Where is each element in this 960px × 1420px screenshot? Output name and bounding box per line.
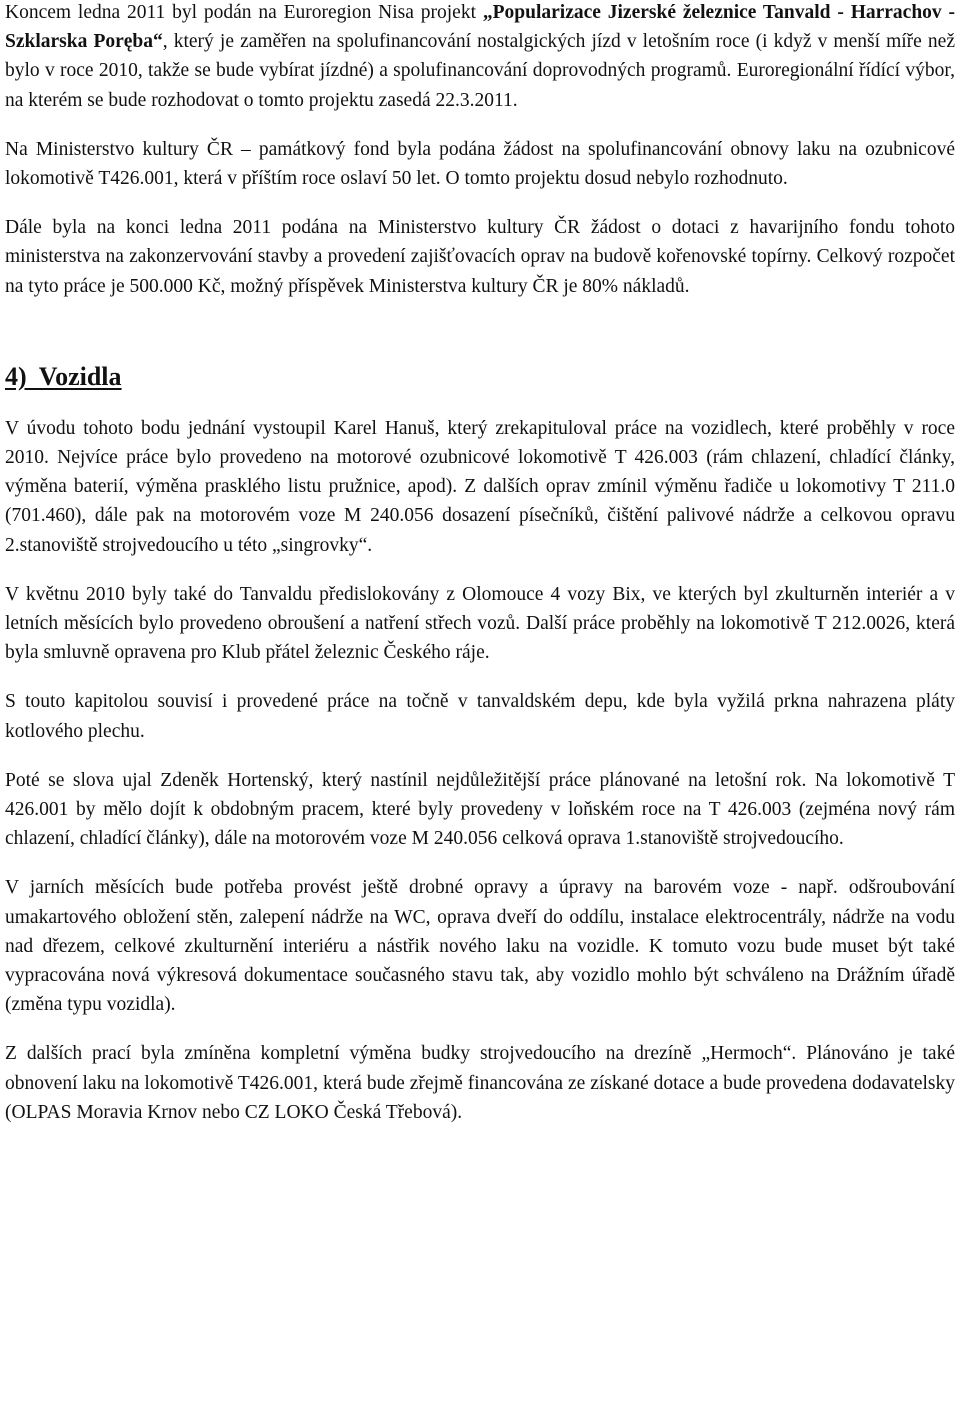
document-page: [5, 0, 955, 1127]
paragraph-other-works: Z dalších prací byla zmíněna kompletní výměna budky strojvedoucího na drezíně „Hermoch“. Plánováno je také obnovení laku na lokomotivě T426.001, která bude zřejmě financována ze získané dotace a bude provedena dodavatelsky (OLPAS Moravia Krnov nebo CZ LOKO Česká Třebová).: [5, 1043, 955, 1123]
paragraph-bix-cars: V květnu 2010 byly také do Tanvaldu předislokovány z Olomouce 4 vozy Bix, ve kterých byl zkulturněn interiér a v letních měsících bylo provedeno obroušení a natření střech vozů. Další práce proběhly na lokomotivě T 212.0026, která byla smluvně opravena pro Klub přátel železnic Českého ráje.: [5, 583, 955, 664]
paragraph-emergency-fund: Dále byla na konci ledna 2011 podána na Ministerstvo kultury ČR žádost o dotaci z havarijního fondu tohoto ministerstva na zakonzervování stavby a provedení zajišťovacích oprav na budově kořenovské topírny. Celkový rozpočet na tyto práce je 500.000 Kč, možný příspěvek Ministerstva kultury ČR je 80% nákladů.: [5, 217, 955, 297]
paragraph-turntable: S touto kapitolou souvisí i provedené práce na točně v tanvaldském depu, kde byla vyžilá prkna nahrazena pláty kotlového plechu.: [5, 691, 955, 742]
paragraph-vehicles-2010: V úvodu tohoto bodu jednání vystoupil Karel Hanuš, který zrekapituloval práce na vozidlech, které proběhly v roce 2010. Nejvíce práce bylo provedeno na motorové ozubnicové lokomotivě T 426.003 (rám chlazení, chladící články, výměna baterií, výměna prasklého listu pružnice, apod). Z dalších oprav zmínil výměnu řadiče u lokomotivy T 211.0 (701.460), dále pak na motorovém voze M 240.056 dosazení písečníků, čištění palivové nádrže a celkovou opravu 2.stanoviště strojvedoucího u této „singrovky“.: [5, 417, 955, 556]
paragraph-text: Koncem ledna 2011 byl podán na Euroregion Nisa projekt: [5, 2, 483, 23]
paragraph-plans-hortensky: Poté se slova ujal Zdeněk Hortenský, který nastínil nejdůležitější práce plánované na letošní rok. Na lokomotivě T 426.001 by mělo dojít k obdobným pracem, které byly provedeny v loňském roce na T 426.003 (zejména nový rám chlazení, chladící články), dále na motorovém voze M 240.056 celková oprava 1.stanoviště strojvedoucího.: [5, 769, 955, 850]
paragraph-bar-car: V jarních měsících bude potřeba provést ještě drobné opravy a úpravy na barovém voze - např. odšroubování umakartového obložení stěn, zalepení nádrže na WC, oprava dveří do oddílu, instalace elektrocentrály, nádrže na vodu nad dřezem, celkové zkulturnění interiéru a nástřik nového laku na vozidle. K tomuto vozu bude muset být také vypracována nová výkresová dokumentace současného stavu tak, aby vozidlo mohlo být schváleno na Drážním úřadě (změna typu vozidla).: [5, 877, 955, 1016]
project-name: „Popularizace Jizerské železnice Tanvald - Harrachov - Szklarska Poręba“: [5, 2, 956, 53]
section-heading-vozidla: 4) Vozidla: [5, 361, 122, 391]
paragraph-text: , který je zaměřen na spolufinancování nostalgických jízd v letošním roce (i když v menší míře než bylo v roce 2010, takže se bude vybírat jízdné) a spolufinancování doprovodných programů. Euroregionální řídící výbor, na kterém se bude rozhodovat o tomto projektu zasedá 22.3.2011.: [5, 31, 955, 111]
paragraph-euroregion-project: [5, 0, 955, 115]
paragraph-ministry-fund: Na Ministerstvo kultury ČR – památkový fond byla podána žádost na spolufinancování obnovy laku na ozubnicové lokomotivě T426.001, která v příštím roce oslaví 50 let. O tomto projektu dosud nebylo rozhodnuto.: [5, 138, 955, 190]
